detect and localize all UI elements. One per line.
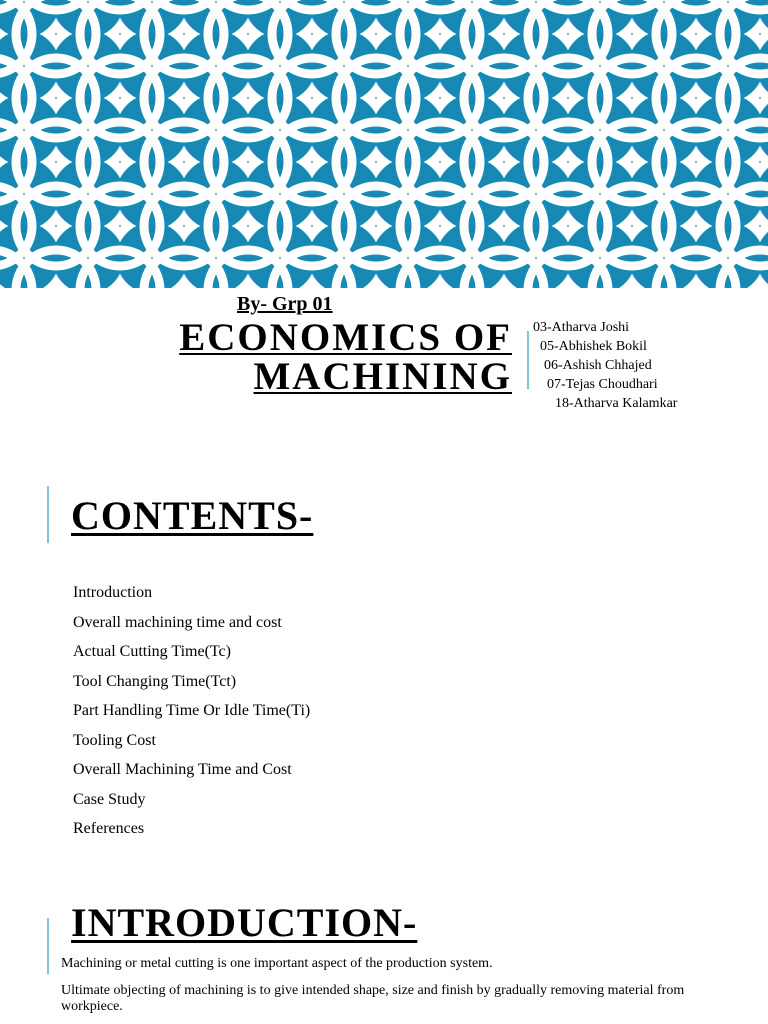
contents-item: Introduction	[73, 584, 153, 601]
title-divider	[527, 331, 529, 389]
intro-accent-line	[47, 918, 49, 974]
member-item: 07-Tejas Choudhari	[547, 377, 658, 392]
member-item: 18-Atharva Kalamkar	[555, 396, 678, 411]
title-line-2: MACHINING	[253, 355, 512, 398]
title-line-1: ECONOMICS OF	[179, 316, 512, 359]
contents-heading: CONTENTS-	[71, 493, 314, 538]
contents-item: Actual Cutting Time(Tc)	[73, 643, 231, 660]
contents-item: Overall machining time and cost	[73, 613, 282, 631]
intro-paragraph: Ultimate objecting of machining is to give intended shape, size and finish by gradually removing material from workpiece.	[61, 983, 685, 1014]
contents-item: Case Study	[73, 790, 146, 808]
contents-item: References	[73, 820, 145, 837]
group-label: By- Grp 01	[237, 293, 333, 315]
banner-rings	[0, 0, 768, 288]
presentation-title	[179, 318, 512, 396]
contents-item: Overall Machining Time and Cost	[73, 761, 292, 778]
circle-pattern-graphic	[0, 0, 768, 288]
intro-paragraph: Machining or metal cutting is one important aspect of the production system.	[61, 956, 493, 971]
contents-item: Tooling Cost	[73, 731, 156, 749]
contents-accent-line	[47, 486, 49, 543]
contents-list	[73, 578, 310, 844]
member-list	[533, 318, 677, 413]
contents-item: Tool Changing Time(Tct)	[73, 672, 237, 690]
member-item: 06-Ashish Chhajed	[544, 358, 652, 373]
member-item: 03-Atharva Joshi	[533, 320, 630, 335]
contents-item: Part Handling Time Or Idle Time(Ti)	[73, 702, 311, 719]
member-item: 05-Abhishek Bokil	[540, 339, 647, 354]
decorative-banner	[0, 0, 768, 288]
introduction-heading: INTRODUCTION-	[71, 900, 418, 945]
